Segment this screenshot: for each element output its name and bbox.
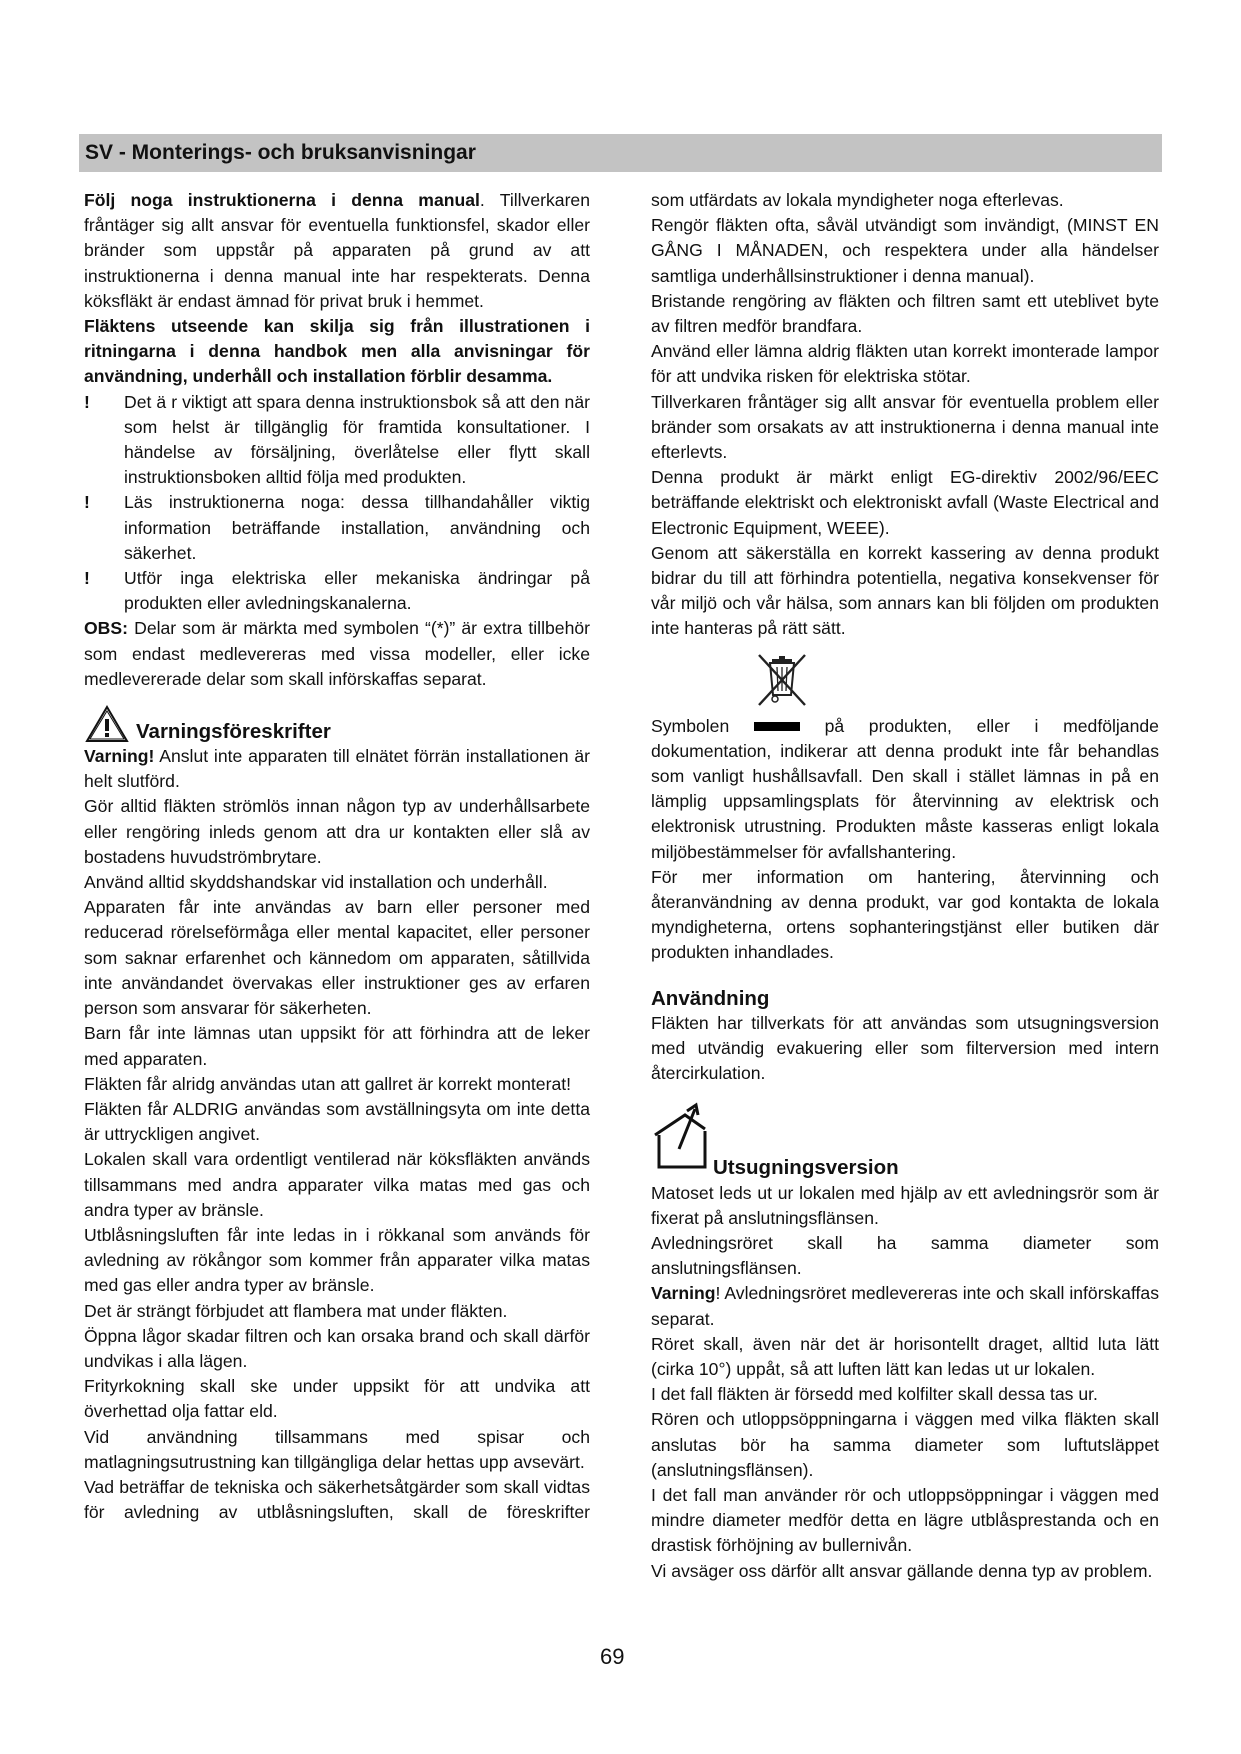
- symbol-word: medföljande: [1063, 715, 1159, 736]
- exhaust-title: Utsugningsversion: [713, 1156, 899, 1180]
- page-title: SV - Monterings- och bruksanvisningar: [85, 141, 476, 164]
- body-paragraph: som utfärdats av lokala myndigheter noga efterlevas.: [651, 190, 1064, 210]
- exhaust-paragraph: Röret skall, även när det är horisontellt draget, alltid luta lätt (cirka 10°) uppåt, så att luften lätt kan ledas ut ur lokalen.: [651, 1333, 1159, 1379]
- exhaust-house-icon: [651, 1101, 713, 1171]
- intro-text: . Tillverkaren fråntäger sig allt ansvar för eventuella funktionsfel, skador eller bränder som uppstår på apparaten på grund av att instruktionerna i denna manual inte har respekterats. Denna köksfläkt är endast ämnad för privat bruk i hemmet.: [84, 190, 590, 311]
- note-text: Det ä r viktigt att spara denna instruktionsbok så att den när som helst är tillgänglig för framtida konsultationer. I händelse av försäljning, överlåtelse eller flytt skall instruktionsboken alltid följa med produkten.: [124, 391, 590, 488]
- exhaust-paragraph: I det fall fläkten är försedd med kolfilter skall dessa tas ur.: [651, 1384, 1098, 1405]
- symbol-word: Symbolen: [651, 715, 730, 736]
- note-text: Läs instruktionerna noga: dessa tillhandahåller viktig information beträffande installation, användning och säkerhet.: [124, 492, 590, 563]
- body-paragraph: Utblåsningsluften får inte ledas in i rökkanal som används för avledning av rökångor som kommer från apparater vilka matas med gas eller andra typer av bränsle.: [84, 1224, 590, 1296]
- body-paragraph: Använd eller lämna aldrig fläkten utan korrekt imonterade lampor för att undvika risken för elektriska stötar.: [651, 341, 1159, 387]
- body-paragraph: Apparaten får inte användas av barn eller personer med reducerad rörelseförmåga eller mental kapacitet, eller personer som saknar erfarenhet och kännedom om apparaten, såtillvida inte användandet övervakas eller instruktioner ges av erfaren person som ansvarar för säkerheten.: [84, 897, 590, 1019]
- warning-text: Anslut inte apparaten till elnätet förrän installationen är helt slutförd.: [84, 746, 591, 792]
- body-paragraph: Öppna lågor skadar filtren och kan orsaka brand och skall därför undvikas i alla lägen.: [84, 1325, 590, 1371]
- symbol-word: produkten,: [868, 715, 952, 736]
- exclamation-icon: !: [84, 492, 90, 513]
- body-paragraph: Genom att säkerställa en korrekt kassering av denna produkt bidrar du till att förhindra potentiella, negativa konsekvenser för vår miljö och vår hälsa, som annars kan bli följden om produkten inte hanteras på rätt sätt.: [651, 542, 1159, 639]
- warning-triangle-icon: [84, 704, 130, 744]
- usage-paragraph: Fläkten har tillverkats för att användas som utsugningsversion med utvändig evakuering eller som filterversion med intern återcirkulation.: [651, 1012, 1159, 1084]
- symbol-word: eller: [976, 715, 1010, 736]
- body-paragraph: Rengör fläkten ofta, såväl utvändigt som invändigt, (MINST EN GÅNG I MÅNADEN, och respektera under alla händelser samtliga underhållsinstruktioner i denna manual).: [651, 215, 1159, 286]
- obs-text: Delar som är märkta med symbolen “(*)” är extra tillbehör som endast medlevereras med vissa modeller, eller icke medlevererade delar som skall införskaffas separat.: [84, 618, 590, 689]
- appearance-note: Fläktens utseende kan skilja sig från illustrationen i ritningarna i denna handbok men alla anvisningar för användning, underhåll och installation förblir desamma.: [84, 316, 590, 387]
- exhaust-warning: [651, 1281, 1159, 1331]
- body-paragraph: Frityrkokning skall ske under uppsikt för att undvika att överhettad olja fattar eld.: [84, 1376, 590, 1422]
- exhaust-paragraph: Avledningsröret skall ha samma diameter som anslutningsflänsen.: [651, 1232, 1159, 1279]
- exhaust-warning-text: ! Avledningsröret medlevereras inte och skall införskaffas separat.: [651, 1283, 1159, 1329]
- warning-paragraph: [84, 744, 590, 794]
- body-paragraph: Lokalen skall vara ordentligt ventilerad när köksfläkten används tillsammans med andra apparater vilka matas med gas och andra typer av bränsle.: [84, 1149, 590, 1220]
- left-column: [84, 188, 590, 1525]
- intro-paragraph: [84, 188, 590, 314]
- warning-label: Varning!: [84, 746, 155, 767]
- symbol-paragraph: dokumentation, indikerar att denna produkt inte får behandlas som vanligt hushållsavfall. Den skall i stället lämnas in på en lämplig uppsamlingsplats för återvinning av elektrisk och elektronisk utrustning. Produkten måste kasseras enligt lokala miljöbestämmelser för avfallshantering.: [651, 740, 1159, 862]
- note-text: Utför inga elektriska eller mekaniska ändringar på produkten eller avledningskanalerna.: [124, 568, 590, 614]
- symbol-word: på: [824, 715, 845, 736]
- body-paragraph: Använd alltid skyddshandskar vid installation och underhåll.: [84, 872, 548, 893]
- usage-title: Användning: [651, 986, 770, 1010]
- note-item: [84, 390, 590, 491]
- body-paragraph: Vad beträffar de tekniska och säkerhetsåtgärder som skall vidtas för avledning av utblåsningsluften, skall de föreskrifter: [84, 1476, 590, 1523]
- exhaust-heading: [651, 1101, 1159, 1181]
- crossed-bin-icon: [754, 650, 810, 708]
- weee-symbol: [651, 650, 1159, 714]
- exhaust-paragraph: Rören och utloppsöppningarna i väggen med vilka fläkten skall anslutas bör ha samma diameter som luftutsläppet (anslutningsflänsen).: [651, 1409, 1159, 1480]
- body-paragraph: Vid användning tillsammans med spisar och matlagningsutrustning kan tillgängliga delar hettas upp avsevärt.: [84, 1426, 590, 1472]
- obs-label: OBS:: [84, 618, 128, 639]
- exhaust-paragraph: I det fall man använder rör och utloppsöppningar i väggen med mindre diameter medför detta en lägre utblåsprestanda och en drastisk förhöjning av bullernivån.: [651, 1484, 1159, 1556]
- exhaust-paragraph: Matoset leds ut ur lokalen med hjälp av ett avledningsrör som är fixerat på anslutningsflänsen.: [651, 1182, 1159, 1228]
- body-paragraph: Barn får inte lämnas utan uppsikt för att förhindra att de leker med apparaten.: [84, 1023, 590, 1069]
- body-paragraph: Bristande rengöring av fläkten och filtren samt ett uteblivet byte av filtren medför brandfara.: [651, 290, 1159, 337]
- more-info-paragraph: För mer information om hantering, återvinning och återanvändning av denna produkt, var god kontakta de lokala myndigheterna, ortens sophanteringstjänst eller butiken där produkten inhandlades.: [651, 866, 1159, 963]
- warnings-heading: [84, 704, 590, 744]
- warnings-title: Varningsföreskrifter: [136, 719, 331, 743]
- black-bar-icon: [754, 722, 800, 731]
- exhaust-warning-label: Varning: [651, 1283, 716, 1304]
- right-column: [651, 188, 1159, 1584]
- body-paragraph: Fläkten får alridg användas utan att gallret är korrekt monterat!: [84, 1073, 572, 1094]
- body-paragraph: Gör alltid fläkten strömlös innan någon typ av underhållsarbete eller rengöring inleds genom att dra ur kontakten eller slå av bostadens huvudströmbrytare.: [84, 796, 590, 867]
- symbol-word: i: [1034, 715, 1039, 736]
- body-paragraph: Fläkten får ALDRIG användas som avställningsyta om inte detta är uttryckligen angivet.: [84, 1098, 590, 1145]
- exhaust-paragraph: Vi avsäger oss därför allt ansvar gällande denna typ av problem.: [651, 1560, 1153, 1581]
- body-paragraph: Denna produkt är märkt enligt EG-direktiv 2002/96/EEC beträffande elektriskt och elektroniskt avfall (Waste Electrical and Electronic Equipment, WEEE).: [651, 467, 1159, 538]
- note-item: [84, 566, 590, 616]
- intro-bold: Följ noga instruktionerna i denna manual: [84, 190, 480, 210]
- body-paragraph: Tillverkaren fråntäger sig allt ansvar för eventuella problem eller bränder som orsakats av att instruktionerna i denna manual inte efterlevts.: [651, 391, 1159, 463]
- body-paragraph: Det är strängt förbjudet att flambera mat under fläkten.: [84, 1300, 508, 1321]
- exclamation-icon: !: [84, 391, 90, 412]
- note-item: [84, 490, 590, 566]
- symbol-line: [651, 714, 1159, 739]
- obs-paragraph: [84, 616, 590, 692]
- header-bar: [79, 134, 1162, 172]
- exclamation-icon: !: [84, 568, 90, 589]
- page-number: 69: [600, 1644, 625, 1669]
